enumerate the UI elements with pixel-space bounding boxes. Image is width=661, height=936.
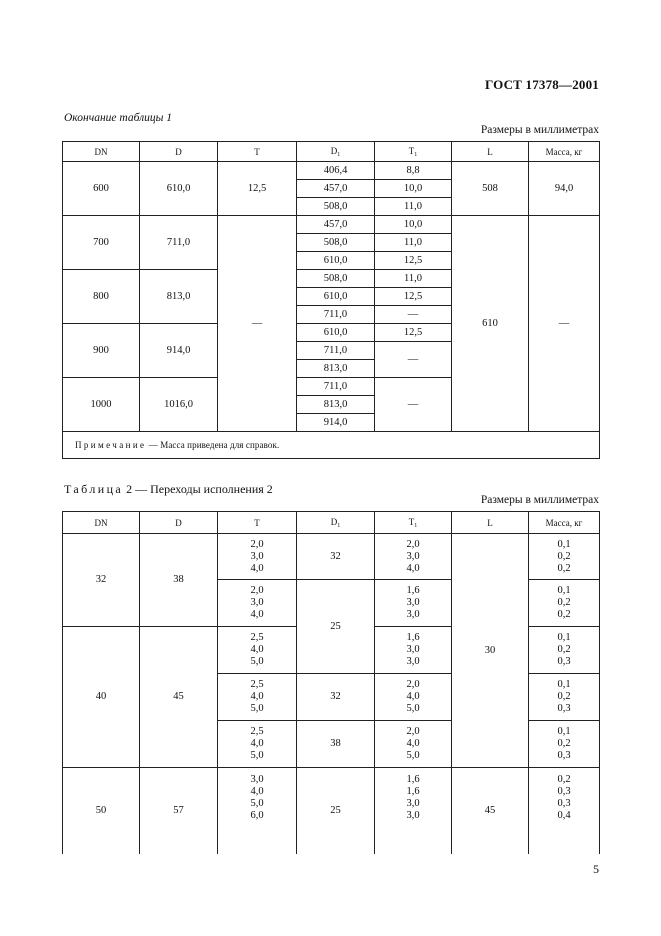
cell-mass-dash: — [529,216,600,432]
col-t1: $T_1$ [375,512,452,534]
cell-t1: 11,0 [375,234,452,252]
note-label: Примечание [75,439,147,450]
cell-t1: 2,0 4,0 5,0 [375,674,452,721]
cell-t1: — [375,306,452,324]
cell-l: 30 [452,534,529,768]
note-text: — Масса приведена для справок. [146,439,280,450]
col-t: T [218,512,297,534]
cell-l-common: 610 [452,216,529,432]
cell-d1: 32 [297,674,375,721]
col-t1: $T_1$ [375,142,452,162]
cell-t-dash: — [218,216,297,432]
cell-dn: 32 [63,534,140,627]
cell-t: 2,5 4,0 5,0 [218,721,297,768]
cell-t: 3,0 4,0 5,0 6,0 [218,768,297,854]
col-l: L [452,142,529,162]
cell-dn: 800 [63,270,140,324]
cell-mass: 94,0 [529,162,600,216]
cell-t1: 1,6 3,0 3,0 [375,627,452,674]
col-mass: Масса, кг [529,142,600,162]
cell-t1: 1,6 3,0 3,0 [375,580,452,627]
col-dn: DN [63,142,140,162]
cell-dn: 900 [63,324,140,378]
table1-note-row [63,432,600,459]
cell-d: 1016,0 [140,378,218,432]
cell-t1: 11,0 [375,198,452,216]
cell-t1: 10,0 [375,180,452,198]
cell-d1: 610,0 [297,324,375,342]
cell-d: 57 [140,768,218,854]
cell-d1: 38 [297,721,375,768]
cell-t1: 12,5 [375,252,452,270]
cell-l: 45 [452,768,529,854]
cell-dn: 700 [63,216,140,270]
col-d1: $D_1$ [297,142,375,162]
table1-header-row [63,142,600,162]
cell-dn: 50 [63,768,140,854]
cell-mass: 0,2 0,3 0,3 0,4 [529,768,600,854]
cell-d1: 25 [297,768,375,854]
cell-d1: 711,0 [297,378,375,396]
cell-d: 914,0 [140,324,218,378]
cell-d: 813,0 [140,270,218,324]
cell-d1: 457,0 [297,216,375,234]
cell-t1: 12,5 [375,288,452,306]
cell-d1: 813,0 [297,396,375,414]
cell-d1: 508,0 [297,270,375,288]
document-header: ГОСТ 17378—2001 [484,77,599,92]
table-row [63,768,600,854]
cell-d1: 457,0 [297,180,375,198]
cell-mass: 0,1 0,2 0,2 [529,580,600,627]
cell-dn: 40 [63,627,140,768]
page-number: 5 [593,862,599,876]
cell-t1: — [375,378,452,432]
col-d1: $D_1$ [297,512,375,534]
cell-d1-shared: 25 [297,580,375,674]
table-row [63,162,600,180]
table-row [63,534,600,580]
table-row [63,216,600,234]
cell-t1: 2,0 3,0 4,0 [375,534,452,580]
table2-header-row [63,512,600,534]
cell-t1: 2,0 4,0 5,0 [375,721,452,768]
table1 [62,141,600,459]
cell-dn: 1000 [63,378,140,432]
table2-caption: Таблица 2 — Переходы исполнения 2 [64,482,273,496]
cell-t1: 11,0 [375,270,452,288]
cell-mass: 0,1 0,2 0,3 [529,721,600,768]
cell-d1: 610,0 [297,288,375,306]
col-mass: Масса, кг [529,512,600,534]
cell-d1: 711,0 [297,306,375,324]
cell-mass: 0,1 0,2 0,2 [529,534,600,580]
table1-units: Размеры в миллиметрах [480,124,599,136]
cell-d1: 914,0 [297,414,375,432]
cell-t1: 12,5 [375,324,452,342]
table2 [62,511,600,854]
cell-d: 610,0 [140,162,218,216]
cell-t: 2,0 3,0 4,0 [218,534,297,580]
col-d: D [140,142,218,162]
cell-t: 2,5 4,0 5,0 [218,627,297,674]
cell-t1: — [375,342,452,378]
col-l: L [452,512,529,534]
cell-t: 2,5 4,0 5,0 [218,674,297,721]
cell-dn: 600 [63,162,140,216]
cell-d1: 711,0 [297,342,375,360]
cell-mass: 0,1 0,2 0,3 [529,674,600,721]
cell-t1: 8,8 [375,162,452,180]
cell-t: 2,0 3,0 4,0 [218,580,297,627]
col-t: T [218,142,297,162]
cell-d: 45 [140,627,218,768]
col-dn: DN [63,512,140,534]
cell-t1: 10,0 [375,216,452,234]
cell-d1: 32 [297,534,375,580]
col-d: D [140,512,218,534]
cell-d1: 813,0 [297,360,375,378]
cell-l: 508 [452,162,529,216]
cell-t1: 1,6 1,6 3,0 3,0 [375,768,452,854]
cell-d: 711,0 [140,216,218,270]
table1-note [63,432,600,459]
cell-mass: 0,1 0,2 0,3 [529,627,600,674]
table2-units: Размеры в миллиметрах [480,494,599,506]
cell-d1: 508,0 [297,198,375,216]
cell-d1: 508,0 [297,234,375,252]
cell-d1: 610,0 [297,252,375,270]
cell-d: 38 [140,534,218,627]
cell-d1: 406,4 [297,162,375,180]
cell-t: 12,5 [218,162,297,216]
table1-continuation-title: Окончание таблицы 1 [64,112,172,124]
